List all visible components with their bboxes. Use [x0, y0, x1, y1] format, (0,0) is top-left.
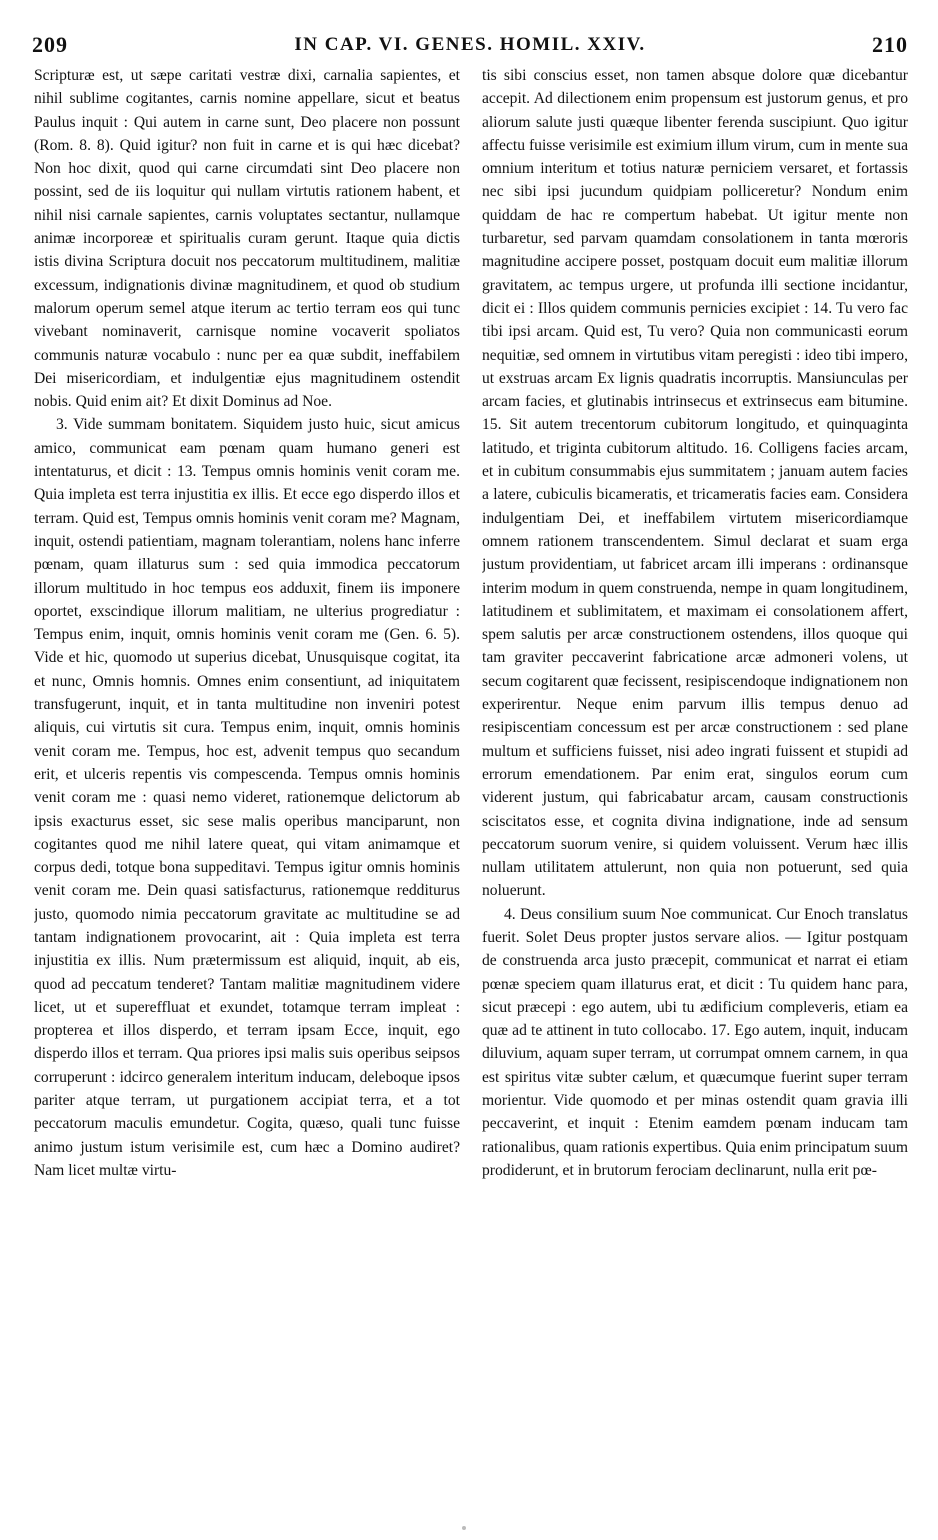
- running-header: [32, 30, 908, 60]
- running-title: IN CAP. VI. GENES. HOMIL. XXIV.: [294, 34, 646, 55]
- text-columns: [34, 64, 908, 1484]
- paragraph: 3. Vide summam bonitatem. Siquidem justo huic, sicut amicus amico, communicat eam pœnam quam humano generi est intentaturus, et dicit : 13. Tempus omnis hominis venit coram me. Quia impleta est terra injustitia ex illis. Et ecce ego disperdo illos et terram. Quid est, Tempus omnis hominis venit coram me? Magnam, inquit, ostendi patientiam, magnam tolerantiam, nolens hanc inferre pœnam, quam illaturus sum : sed quia immodica peccatorum illorum multitudo in hoc tempus eos adduxit, finem iis imponere oportet, exscindique illorum malitiam, ne ulterius progrediatur : Tempus enim, inquit, omnis hominis venit coram me (Gen. 6. 5). Vide et hic, quomodo ut superius dicebat, Unusquisque cogitat, ita et nunc, Omnis homnis. Omnes enim consentiunt, ad iniquitatem transfugerunt, inquit, et in tanta multitudine non inveniri potest aliquis, cui virtutis sit cura. Tempus enim, inquit, omnis hominis venit coram me. Tempus, hoc est, advenit tempus quo secandum erit, et ulceris repentis vis compescenda. Tempus omnis hominis venit coram me : quasi nemo videret, rationemque delictorum ab ipsis exacturus esset, sic sese malis operibus manciparunt, non cogitantes quod me nihil latere queat, qui vitam animamque et corpus dedi, totque bona suppeditavi. Tempus igitur omnis hominis venit coram me. Dein quasi satisfacturus, rationemque redditurus justo, quomodo nimia peccatorum gravitate ac multitudine se ad tantam indignationem provocarint, ait : Quia impleta est terra injustitia ex illis. Num prætermissum est aliquid, inquit, ab eis, quod ad peccatum tenderet? Tantam malitiæ magnitudinem videre licet, ut et supereffluat et exundet, totamque terram impleat : propterea et illos disperdo, et terram ipsam Ecce, inquit, ego disperdo illos et terram. Qua priores ipsi malis suis operibus seipsos corruperunt : idcirco generalem interitum inducam, deleboque ipsos pariter atque terram, ut purgationem accipiat terra, et a tot peccatorum maculis emundetur. Cogita, quæso, quali tunc fuisse animo justum istum verisimile est, cum hæc a Domino audiret? Nam licet multæ virtu-: [34, 416, 460, 1179]
- paragraph: 4. Deus consilium suum Noe communicat. Cur Enoch translatus fuerit. Solet Deus propter justos servare alios. — Igitur postquam de construenda arca justo præcepit, communicat et narrat ei etiam pœnæ speciem quam illaturus erat, et dicit : Tu quidem hanc para, sicut præcepi : ego autem, ubi tu ædificium compleveris, etiam ea quæ ad te attinent in tuto collocabo. 17. Ego autem, inquit, inducam diluvium, aquam super terram, ut corrumpat omnem carnem, in qua est spiritus vitæ subter cælum, et quæcumque fuerint super terram morientur. Vide quomodo et per minas ostendit quam gravia illi peccaverint, et inquit : Etenim eamdem pœnam inducam tam rationalibus, quam rationis expertibus. Quia enim principatum suum prodiderunt, et in brutorum ferociam declinarunt, nulla erit pœ-: [482, 905, 908, 1179]
- print-speck: [462, 1526, 466, 1530]
- paragraph: Scripturæ est, ut sæpe caritati vestræ dixi, carnalia sapientes, et nihil sublime cogitantes, carnis nomine appellare, sicut et beatus Paulus inquit : Qui autem in carne sunt, Deo placere non possunt (Rom. 8. 8). Quid igitur? non fuit in carne et is qui hæc dicebat? Non hoc dixit, quod qui carne circumdati sint Deo placere non possint, sed de iis loquitur qui nullam virtutis rationem habent, et nihil nisi carnale sapientes, carnis voluptates sectantur, nullamque animæ incorporeæ et spiritualis curam gerunt. Itaque quia dictis istis divina Scriptura docuit nos peccatorum multitudinem, malitiæ excessum, indignationis divinæ magnitudinem, et quod ob studium malorum operum semel atque iterum ac tertio terram eos qui tunc vivebant nominaverit, carnisque nomine vocaverit spoliatos communis naturæ vocabulo : nunc per ea quæ subdit, ineffabilem Dei misericordiam, et indulgentiæ ejus magnitudinem ostendit nobis. Quid enim ait? Et dixit Dominus ad Noe.: [34, 67, 460, 411]
- right-page-number: 210: [872, 32, 908, 57]
- right-column: [482, 64, 908, 1484]
- left-column: [34, 64, 460, 1484]
- left-page-number: 209: [32, 32, 68, 57]
- paragraph: tis sibi conscius esset, non tamen absque dolore quæ dicebantur accepit. Ad dilectionem enim propensum est justorum genus, et pro aliorum salute justi quæque libenter ferenda suscipiunt. Quo igitur affectu fuisse verisimile est eximium illum virum, cum in mente sua omnium interitum et totius naturæ perniciem versaret, et fortassis nec sibi ipsi jucundum quidpiam polliceretur? Nondum enim quiddam de hac re compertum habebat. Ut igitur mente non turbaretur, sed parvam quamdam consolationem in tanta mœroris magnitudine accipere posset, postquam docuit eum malitiæ illorum gravitatem, ac tempus urgere, ut profunda illi sectione incidantur, dicit ei : Illos quidem communis pernicies excipiet : 14. Tu vero fac tibi ipsi arcam. Quid est, Tu vero? Quia non communicasti eorum nequitiæ, sed omnem in virtutibus vitam peregisti : ideo tibi impero, ut exstruas arcam Ex lignis quadratis incorruptis. Mansiunculas per arcam facies, et glutinabis intrinsecus et extrinsecus eam bitumine. 15. Sit autem trecentorum cubitorum longitudo, et quinquaginta latitudo, et triginta cubitorum altitudo. 16. Colligens facies arcam, et in cubitum consummabis ejus summitatem ; januam autem facies a latere, cubiculis bicameratis, et tricameratis facies eam. Considera indulgentiam Dei, et ineffabilem virtutem misericordiamque omnem rationem transcendentem. Simul declarat et suam erga justum providentiam, ut fabricet arcam illi imperans : ordinansque interim modum in quem construenda, nempe in quam longitudinem, latitudinem et sublimitatem, et maximam ei consolationem affert, spem salutis per arcæ constructionem ostendens, illos quoque qui tam graviter peccaverint fabricatione arcæ admoneri volens, ut secum cogitarent quæ fecissent, resipiscendoque indignationem non experirentur. Neque enim parvum illis tempus denuo ad resipiscentiam concessum est per arcæ constructionem : sed plane multum et sufficiens fuisset, nisi adeo ingrati fuissent et stupidi ad errorum emendationem. Par enim erat, singulos eorum cum viderent justum, qui fabricabatur arcam, causam constructionis sciscitatos esse, et cognita divina indignatione, inde ad sensum peccatorum suorum venire, si quidem voluissent. Verum hæc illis nullam utilitatem attulerunt, non quia non potuerunt, sed quia noluerunt.: [482, 67, 908, 900]
